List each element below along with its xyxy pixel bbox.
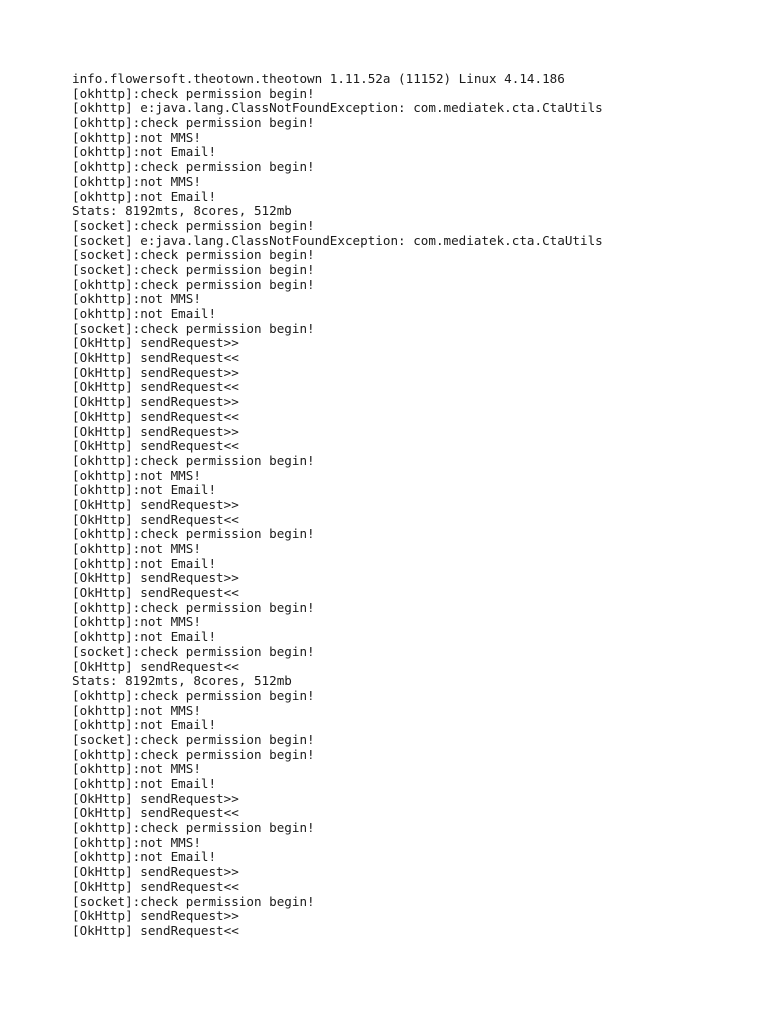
log-line: [okhttp]:not MMS! [72, 614, 201, 630]
log-line: [OkHttp] sendRequest>> [72, 496, 239, 512]
log-line: [OkHttp] sendRequest<< [72, 379, 239, 395]
log-line: [okhttp] e:java.lang.ClassNotFoundException: com.mediatek.cta.CtaUtils [72, 100, 603, 116]
log-line: [socket]:check permission begin! [72, 320, 315, 336]
log-line: [okhttp]:not Email! [72, 306, 217, 321]
log-line: [okhttp]:check permission begin! [72, 85, 315, 101]
log-line: [socket]:check permission begin! [72, 217, 315, 233]
log-line: [okhttp]:not Email! [72, 144, 217, 160]
log-line: [socket]:check permission begin! [72, 247, 315, 263]
log-line: info.flowersoft.theotown.theotown 1.11.52a (11152) Linux 4.14.186 [72, 71, 565, 86]
log-line: [OkHttp] sendRequest>> [72, 423, 239, 439]
log-line: [socket]:check permission begin! [72, 643, 315, 659]
log-line: [socket]:check permission begin! [72, 261, 315, 277]
log-line: [okhttp]:not Email! [72, 555, 217, 571]
log-line: [OkHttp] sendRequest>> [72, 394, 239, 410]
log-line: [okhttp]:check permission begin! [72, 452, 315, 468]
log-line: [okhttp]:not MMS! [72, 834, 201, 850]
log-line: [okhttp]:not Email! [72, 776, 217, 791]
log-line: [OkHttp] sendRequest>> [72, 570, 239, 586]
log-line: [OkHttp] sendRequest>> [72, 908, 239, 924]
log-line: [OkHttp] sendRequest<< [72, 408, 239, 424]
log-line: [OkHttp] sendRequest<< [72, 438, 239, 454]
log-line: [okhttp]:not MMS! [72, 173, 201, 189]
log-line: [OkHttp] sendRequest<< [72, 511, 239, 527]
log-line: [OkHttp] sendRequest>> [72, 864, 239, 880]
log-line: [OkHttp] sendRequest<< [72, 350, 239, 366]
log-line: [okhttp]:not Email! [72, 717, 217, 733]
log-line: [okhttp]:not Email! [72, 629, 217, 645]
log-line: [okhttp]:check permission begin! [72, 115, 315, 131]
log-line: [OkHttp] sendRequest<< [72, 878, 239, 894]
log-line: [okhttp]:not Email! [72, 482, 217, 498]
log-line: [OkHttp] sendRequest>> [72, 790, 239, 806]
log-line: Stats: 8192mts, 8cores, 512mb [72, 203, 292, 219]
log-line: [OkHttp] sendRequest<< [72, 805, 239, 821]
log-line: [okhttp]:check permission begin! [72, 526, 315, 542]
log-line: [OkHttp] sendRequest<< [72, 585, 239, 601]
log-line: [socket] e:java.lang.ClassNotFoundException: com.mediatek.cta.CtaUtils [72, 232, 603, 248]
log-line: [socket]:check permission begin! [72, 731, 315, 747]
log-line: [okhttp]:check permission begin! [72, 687, 315, 703]
log-line: [okhttp]:not MMS! [72, 761, 201, 777]
log-line: Stats: 8192mts, 8cores, 512mb [72, 673, 292, 689]
log-line: [OkHttp] sendRequest>> [72, 364, 239, 380]
log-line: [OkHttp] sendRequest>> [72, 335, 239, 351]
log-line: [socket]:check permission begin! [72, 893, 315, 909]
log-line: [okhttp]:not MMS! [72, 541, 201, 556]
log-line: [okhttp]:check permission begin! [72, 599, 315, 615]
log-line: [okhttp]:not MMS! [72, 467, 201, 483]
log-line: [okhttp]:check permission begin! [72, 159, 315, 175]
log-line: [okhttp]:check permission begin! [72, 276, 315, 292]
log-line: [okhttp]:check permission begin! [72, 820, 315, 836]
log-line: [okhttp]:not MMS! [72, 129, 201, 145]
log-document [72, 72, 722, 939]
log-line: [OkHttp] sendRequest<< [72, 658, 239, 674]
log-line: [okhttp]:check permission begin! [72, 746, 315, 762]
log-line: [okhttp]:not Email! [72, 188, 217, 204]
log-line: [okhttp]:not MMS! [72, 291, 201, 307]
log-line: [OkHttp] sendRequest<< [72, 922, 239, 938]
log-line: [okhttp]:not Email! [72, 849, 217, 865]
log-line: [okhttp]:not MMS! [72, 702, 201, 718]
